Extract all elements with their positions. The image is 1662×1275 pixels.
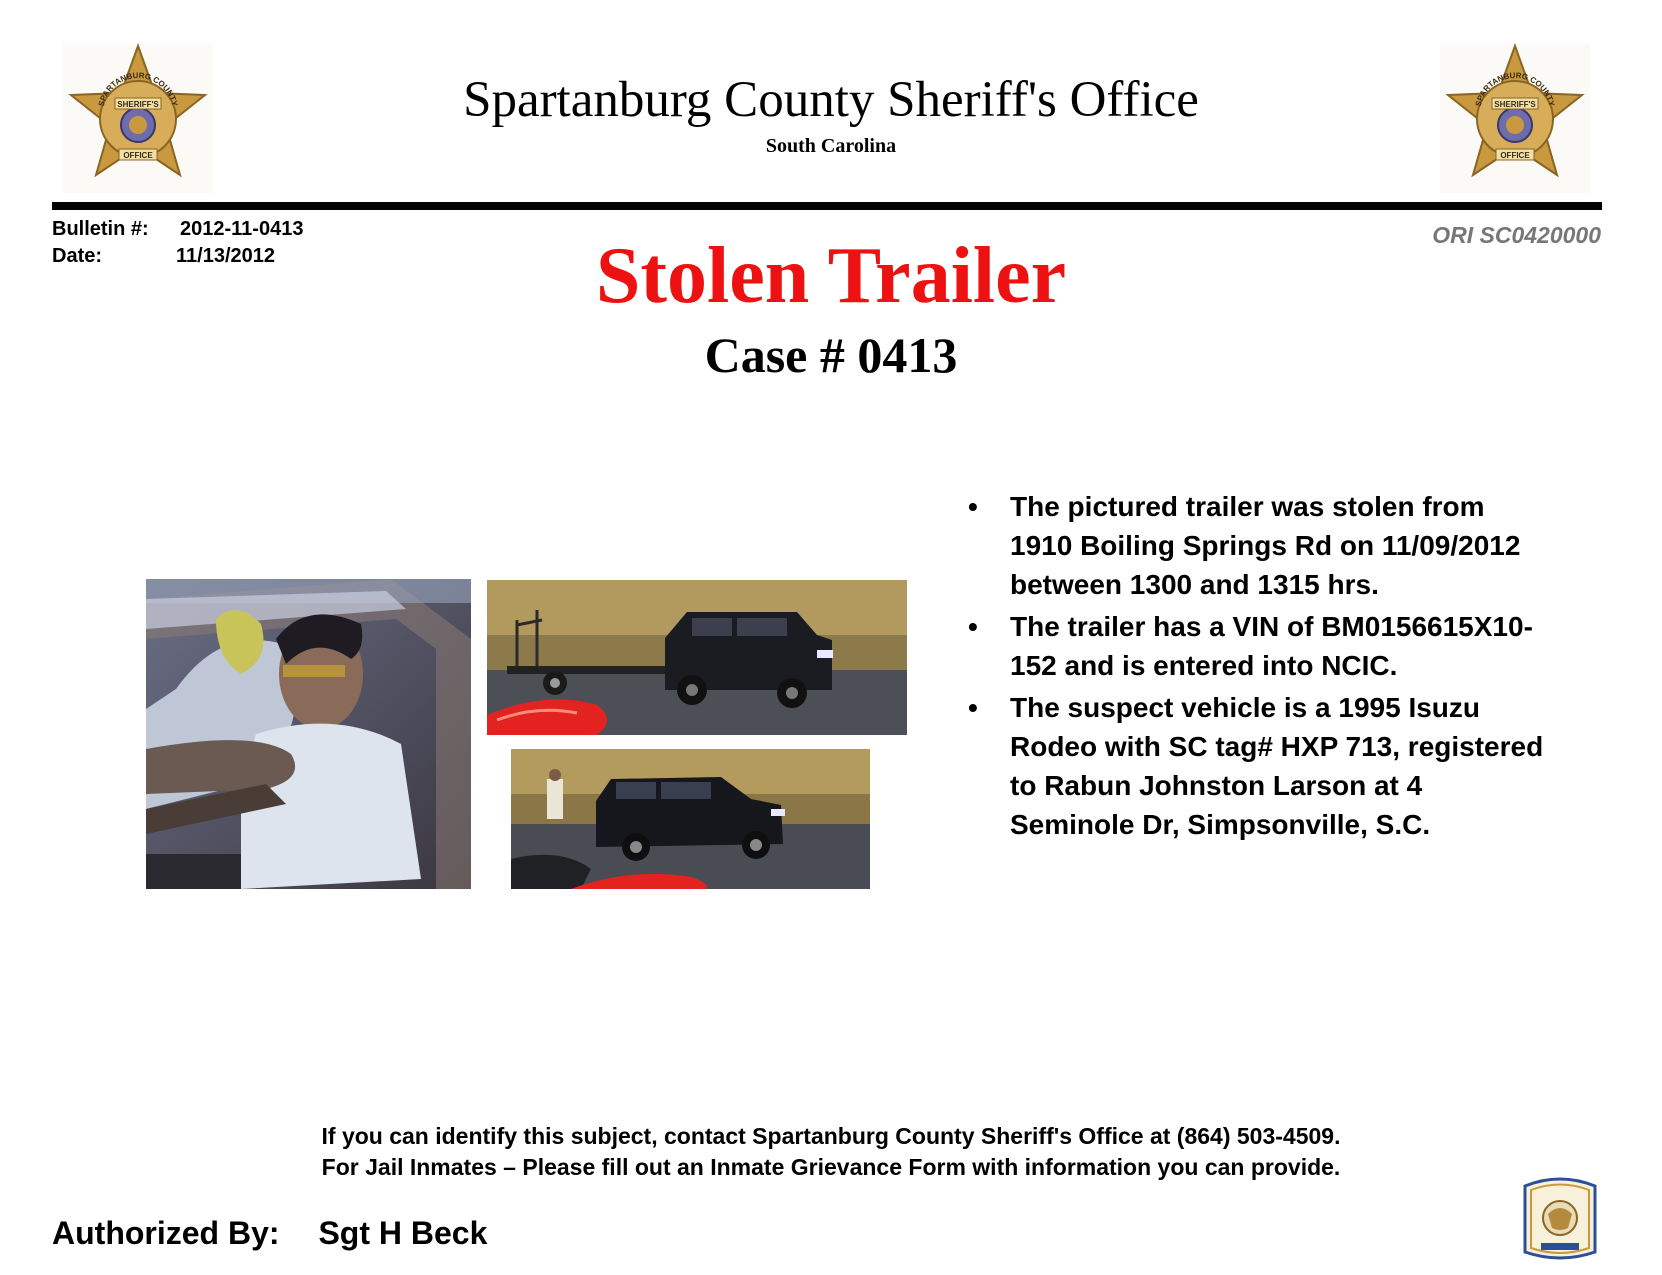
detail-theft-location: • The pictured trailer was stolen from 1910 Boiling Springs Rd on 11/09/2012 between 1300 and 1315 hrs. — [970, 487, 1550, 604]
authorized-label: Authorized By: — [52, 1215, 280, 1251]
badge-top-text: SPARTANBURG COUNTY — [1473, 70, 1557, 108]
bulletin-date-label: Date: — [52, 245, 103, 267]
agency-title: Spartanburg County Sheriff's Office — [463, 72, 1199, 128]
bulletin-number-label: Bulletin #: — [52, 218, 149, 240]
contact-line-1: If you can identify this subject, contact Spartanburg County Sheriff's Office at (864) 503-4509. — [321, 1123, 1341, 1149]
badge-top-text: SPARTANBURG COUNTY — [96, 70, 180, 108]
case-details-list — [970, 487, 1550, 847]
bulletin-date: 11/13/2012 — [176, 245, 275, 267]
detail-trailer-vin: • The trailer has a VIN of BM0156615X10-152 and is entered into NCIC. — [970, 607, 1550, 685]
case-number: Case # 0413 — [704, 327, 958, 383]
authorized-name: Sgt H Beck — [318, 1215, 488, 1251]
detail-suspect-vehicle: • The suspect vehicle is a 1995 Isuzu Rodeo with SC tag# HXP 713, registered to Rabun Johnston Larson at 4 Seminole Dr, Simpsonville, S.C. — [970, 688, 1550, 844]
ori-number: ORI SC0420000 — [1432, 222, 1601, 248]
badge-bottom-text: OFFICE — [1500, 151, 1530, 160]
accreditation-seal-icon — [1521, 1172, 1599, 1264]
badge-mid-text: SHERIFF'S — [117, 100, 159, 109]
bulletin-headline: Stolen Trailer — [595, 232, 1067, 320]
badge-mid-text: SHERIFF'S — [1494, 100, 1536, 109]
agency-state: South Carolina — [765, 135, 897, 157]
header-divider — [52, 202, 1602, 210]
suspect-driver-photo — [146, 579, 471, 889]
suspect-vehicle-photo — [511, 749, 870, 889]
contact-instructions — [0, 1121, 1662, 1183]
bulletin-number: 2012-11-0413 — [180, 218, 304, 240]
trailer-and-suv-photo — [487, 580, 907, 735]
contact-line-2: For Jail Inmates – Please fill out an Inmate Grievance Form with information you can provide. — [321, 1154, 1341, 1180]
badge-bottom-text: OFFICE — [123, 151, 153, 160]
authorized-by — [52, 1215, 487, 1252]
